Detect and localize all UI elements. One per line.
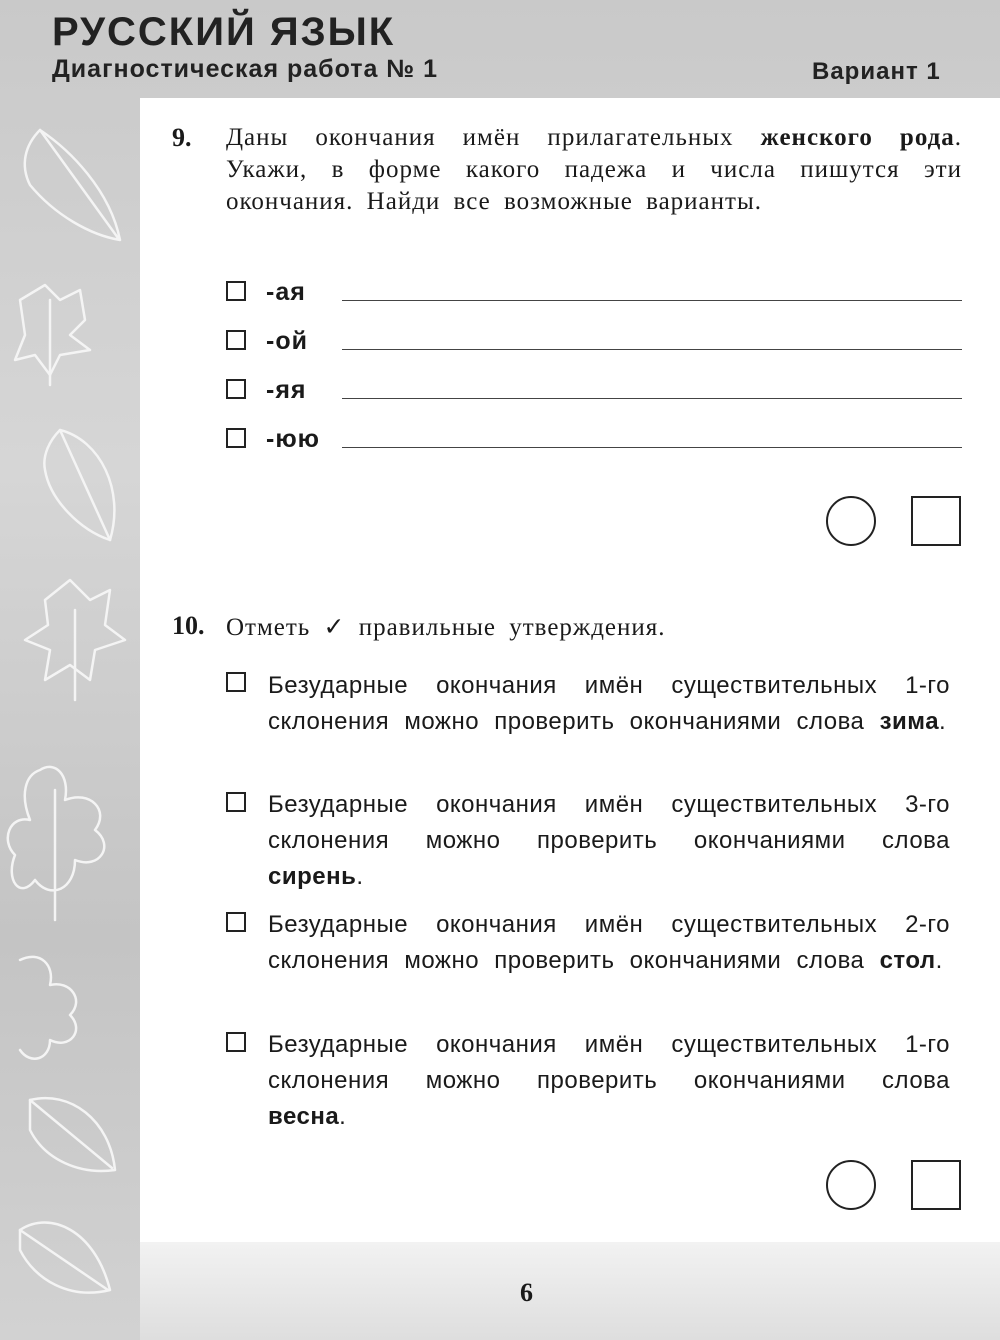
task-9-text [226, 122, 962, 218]
bottom-band [140, 1242, 1000, 1340]
statement-word: стол [879, 947, 936, 974]
task-9-number: 9. [172, 123, 192, 152]
statement-body: Безударные окончания имён существительных 1-го склонения можно проверить окончаниями слова [268, 672, 950, 735]
statement-checkbox[interactable] [226, 672, 246, 692]
checkmark-icon: ✓ [323, 612, 346, 641]
answer-line[interactable] [342, 398, 962, 399]
statement-text [268, 907, 950, 979]
ending-label: -яя [266, 376, 307, 404]
statement-word: сирень [268, 863, 357, 890]
score-circle [826, 496, 876, 546]
answer-line[interactable] [342, 349, 962, 350]
answer-line[interactable] [342, 447, 962, 448]
statement-checkbox[interactable] [226, 792, 246, 812]
statement-checkbox[interactable] [226, 912, 246, 932]
work-title: Диагностическая работа № 1 [52, 55, 439, 83]
statement-text [268, 668, 950, 740]
ending-label: -ая [266, 278, 306, 306]
answer-line[interactable] [342, 300, 962, 301]
statement-end: . [935, 947, 943, 974]
statement-word: весна [268, 1103, 340, 1130]
score-square [911, 1160, 961, 1210]
page-number: 6 [520, 1278, 533, 1307]
statement-end: . [339, 1103, 347, 1130]
task-9-text-end: . Укажи, в форме какого падежа и числа пишутся эти окончания. Найди все возможные варианты. [226, 124, 963, 215]
ending-checkbox[interactable] [226, 428, 246, 448]
statement-word: зима [879, 708, 940, 735]
statement-checkbox[interactable] [226, 1032, 246, 1052]
leaf-decoration [0, 0, 140, 1340]
statement-text [268, 1027, 950, 1135]
ending-checkbox[interactable] [226, 281, 246, 301]
score-square [911, 496, 961, 546]
statement-end: . [939, 708, 947, 735]
statement-body: Безударные окончания имён существительных 2-го склонения можно проверить окончаниями слова [268, 911, 950, 974]
ending-label: -юю [266, 425, 321, 453]
statement-body: Безударные окончания имён существительных 3-го склонения можно проверить окончаниями слова [268, 791, 950, 854]
task-10-text [226, 611, 826, 644]
ending-checkbox[interactable] [226, 379, 246, 399]
task-10-text-start: Отметь [226, 614, 311, 641]
variant-label: Вариант 1 [812, 58, 941, 85]
statement-body: Безударные окончания имён существительных 1-го склонения можно проверить окончаниями слова [268, 1031, 950, 1094]
statement-end: . [356, 863, 364, 890]
task-10-text-end: правильные утверждения. [358, 614, 666, 641]
score-circle [826, 1160, 876, 1210]
task-9-text-bold: женского рода [760, 124, 955, 151]
subject-title: РУССКИЙ ЯЗЫК [52, 10, 396, 54]
task-9-text-start: Даны окончания имён прилагательных [226, 124, 761, 151]
ending-checkbox[interactable] [226, 330, 246, 350]
ending-label: -ой [266, 327, 308, 355]
task-10-number: 10. [172, 611, 205, 640]
statement-text [268, 787, 950, 895]
